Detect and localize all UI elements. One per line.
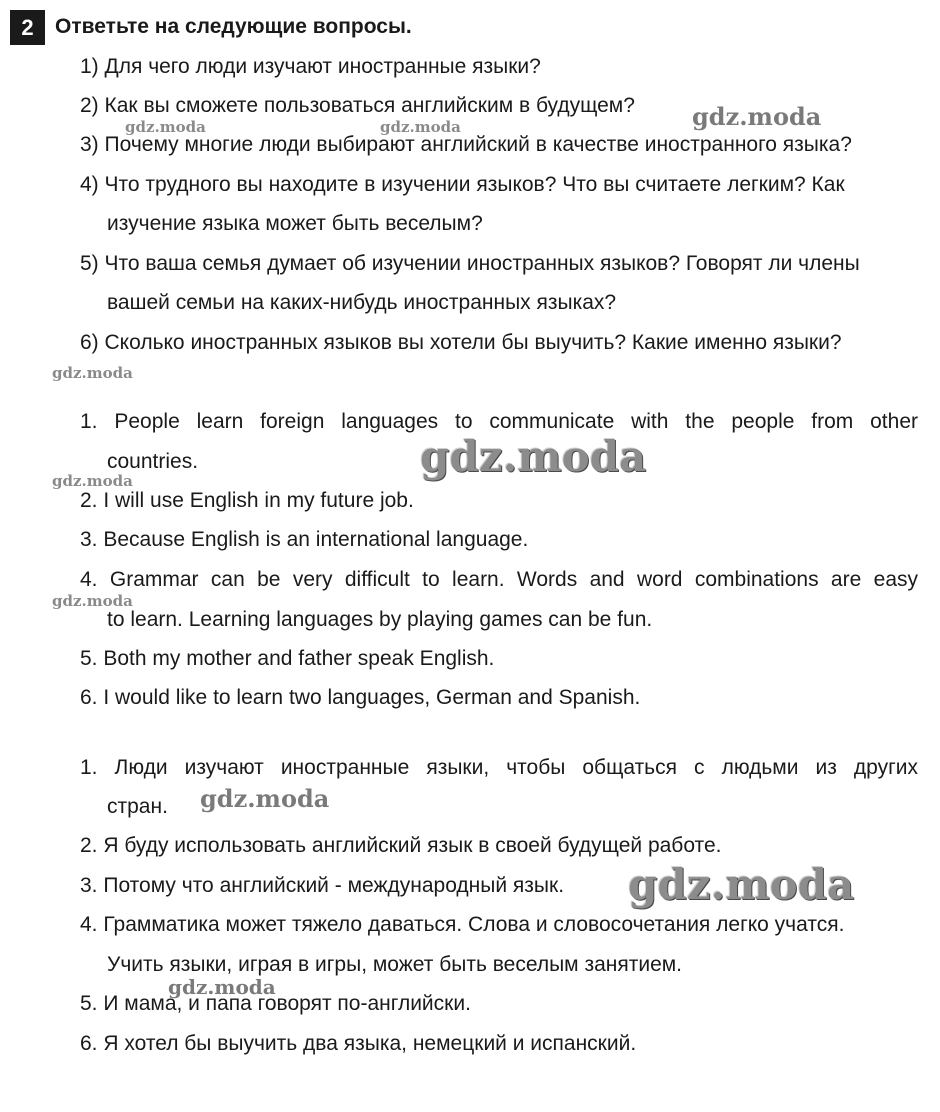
watermark-logo: gdz.moda: [52, 592, 133, 610]
question-5-line-1: 5) Что ваша семья думает об изучении иностранных языков? Говорят ли члены: [80, 252, 860, 275]
question-6: 6) Сколько иностранных языков вы хотели бы выучить? Какие именно языки?: [80, 331, 842, 354]
english-answer-6: 6. I would like to learn two languages, German and Spanish.: [80, 686, 641, 709]
russian-answer-2: 2. Я буду использовать английский язык в своей будущей работе.: [80, 834, 722, 857]
watermark-logo: gdz.moda: [168, 975, 276, 999]
question-2: 2) Как вы сможете пользоваться английским в будущем?: [80, 94, 635, 117]
question-3: 3) Почему многие люди выбирают английский в качестве иностранного языка?: [80, 133, 852, 156]
russian-answer-6: 6. Я хотел бы выучить два языка, немецкий и испанский.: [80, 1032, 637, 1055]
watermark-logo: gdz.moda: [380, 118, 461, 136]
russian-answer-5: 5. И мама, и папа говорят по-английски.: [80, 992, 471, 1015]
english-answer-5: 5. Both my mother and father speak English.: [80, 647, 495, 670]
watermark-logo: gdz.moda: [628, 860, 855, 909]
watermark-logo: gdz.moda: [52, 472, 133, 490]
task-number-badge: 2: [10, 10, 45, 45]
english-answer-4-line-2: to learn. Learning languages by playing games can be fun.: [107, 608, 653, 631]
question-4-line-1: 4) Что трудного вы находите в изучении языков? Что вы считаете легким? Как: [80, 173, 845, 196]
english-answer-2: 2. I will use English in my future job.: [80, 489, 414, 512]
russian-answer-1-line-1: 1. Люди изучают иностранные языки, чтобы общаться с людьми из других: [80, 756, 918, 779]
watermark-logo: gdz.moda: [692, 102, 822, 131]
question-5-line-2: вашей семьи на каких-нибудь иностранных языках?: [107, 291, 617, 314]
russian-answer-1-line-2: стран.: [107, 795, 168, 818]
english-answer-3: 3. Because English is an international language.: [80, 528, 529, 551]
english-answer-4-line-1: 4. Grammar can be very difficult to learn. Words and word combinations are easy: [80, 568, 918, 591]
question-4-line-2: изучение языка может быть веселым?: [107, 212, 483, 235]
watermark-logo: gdz.moda: [420, 432, 647, 481]
english-answer-1-line-2: countries.: [107, 450, 199, 473]
watermark-logo: gdz.moda: [200, 784, 330, 813]
russian-answer-3: 3. Потому что английский - международный язык.: [80, 874, 565, 897]
watermark-logo: gdz.moda: [125, 118, 206, 136]
question-1: 1) Для чего люди изучают иностранные языки?: [80, 55, 541, 78]
task-heading: Ответьте на следующие вопросы.: [55, 15, 412, 38]
watermark-logo: gdz.moda: [52, 364, 133, 382]
english-answer-1-line-1: 1. People learn foreign languages to communicate with the people from other: [80, 410, 918, 433]
russian-answer-4-line-1: 4. Грамматика может тяжело даваться. Слова и словосочетания легко учатся.: [80, 913, 845, 936]
russian-answer-4-line-2: Учить языки, играя в игры, может быть веселым занятием.: [107, 953, 683, 976]
